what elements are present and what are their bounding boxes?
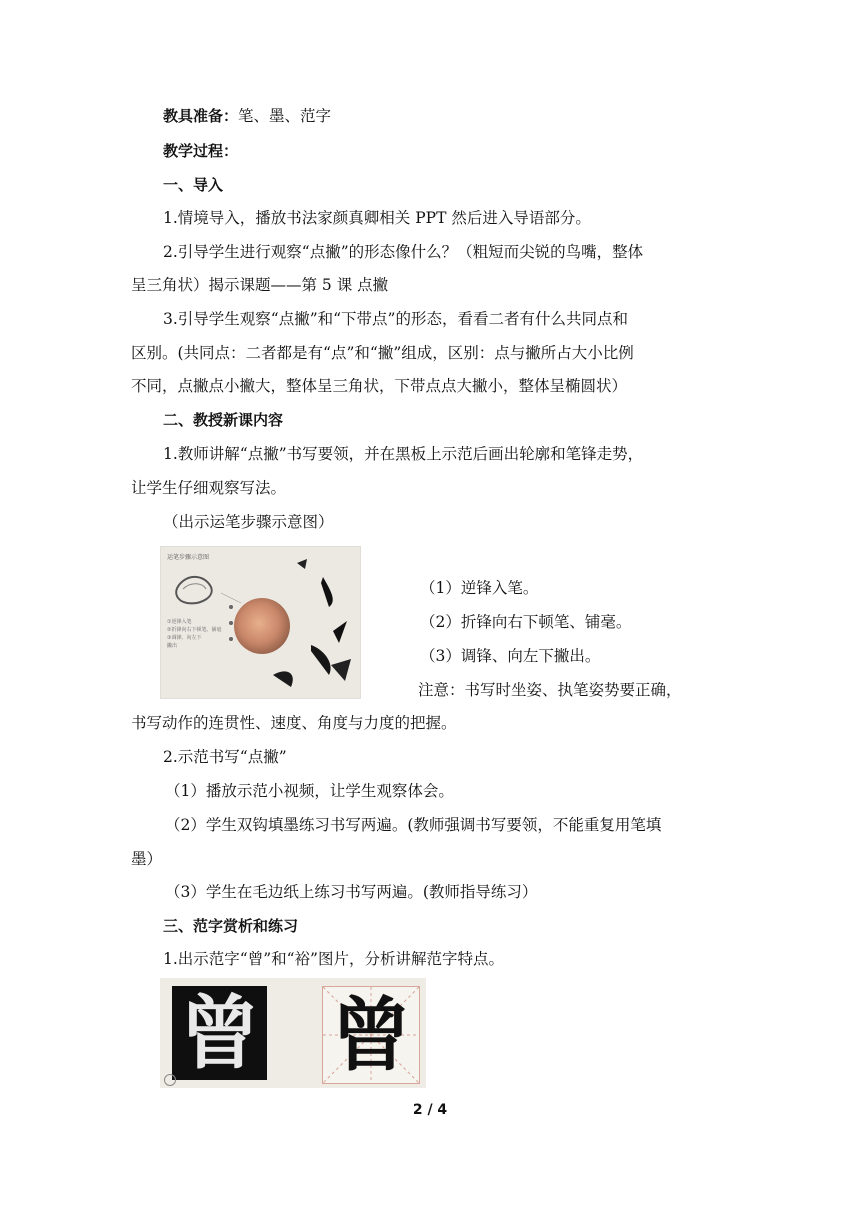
section-heading-3: 三、范字赏析和练习 xyxy=(163,917,299,935)
note: 注意：书写时坐姿、执笔姿势要正确， xyxy=(418,681,682,699)
hand-holding-brush-photo xyxy=(234,598,290,654)
tools-label: 教具准备： xyxy=(163,107,239,125)
figure-caption: 撇出 xyxy=(167,643,178,649)
rubbing-char-text: 曾 xyxy=(179,986,260,1080)
stamp-icon xyxy=(164,1074,176,1086)
paragraph: 让学生仔细观察写法。 xyxy=(131,479,287,497)
grid-char-text: 曾 xyxy=(331,988,411,1082)
paragraph: 2.示范书写“点撇” xyxy=(163,748,287,766)
grid-character xyxy=(322,986,420,1084)
paragraph: （2）学生双钩填墨练习书写两遍。(教师强调书写要领，不能重复用笔填 xyxy=(165,816,662,834)
figure-title: 运笔步骤示意图 xyxy=(167,554,210,561)
paragraph: 墨） xyxy=(131,850,163,868)
rubbing-character xyxy=(172,986,267,1080)
paragraph: 不同，点撇点小撇大，整体呈三角状，下带点点大撇小，整体呈椭圆状） xyxy=(131,377,628,395)
paragraph: 1.情境导入，播放书法家颜真卿相关 PPT 然后进入导语部分。 xyxy=(163,209,591,227)
paragraph: 呈三角状）揭示课题——第 5 课 点撇 xyxy=(131,276,389,294)
paragraph: 3.引导学生观察“点撇”和“下带点”的形态，看看二者有什么共同点和 xyxy=(163,310,628,328)
paragraph: （3）学生在毛边纸上练习书写两遍。(教师指导练习） xyxy=(165,883,538,901)
paragraph: （1）播放示范小视频，让学生观察体会。 xyxy=(165,782,454,800)
step-1: （1）逆锋入笔。 xyxy=(420,579,539,597)
paragraph: （出示运笔步骤示意图） xyxy=(163,513,334,531)
paragraph: 1.出示范字“曾”和“裕”图片，分析讲解范字特点。 xyxy=(163,950,504,968)
note: 书写动作的连贯性、速度、角度与力度的把握。 xyxy=(131,714,457,732)
section-heading-1: 一、导入 xyxy=(163,176,224,194)
figure-caption: ①逆锋入笔 xyxy=(167,619,192,625)
paragraph: 2.引导学生进行观察“点撇”的形态像什么？（粗短而尖锐的鸟嘴，整体 xyxy=(163,243,644,261)
figure-caption: ③调锋、向左下 xyxy=(167,635,202,641)
tools-line xyxy=(163,105,331,127)
tools-text: 笔、墨、范字 xyxy=(238,107,332,125)
paragraph: 1.教师讲解“点撇”书写要领，并在黑板上示范后画出轮廓和笔锋走势， xyxy=(163,445,644,463)
step-2: （2）折锋向右下顿笔、铺毫。 xyxy=(420,613,632,631)
process-heading: 教学过程： xyxy=(163,142,239,160)
model-character-image xyxy=(160,978,426,1088)
step-3: （3）调锋、向左下撇出。 xyxy=(420,647,601,665)
figure-caption: ②折锋向右下顿笔、铺毫 xyxy=(167,627,222,633)
section-heading-2: 二、教授新课内容 xyxy=(163,411,284,429)
paragraph: 区别。(共同点：二者都是有“点”和“撇”组成，区别：点与撇所占大小比例 xyxy=(131,344,634,362)
page-number: 2 / 4 xyxy=(412,1102,448,1118)
